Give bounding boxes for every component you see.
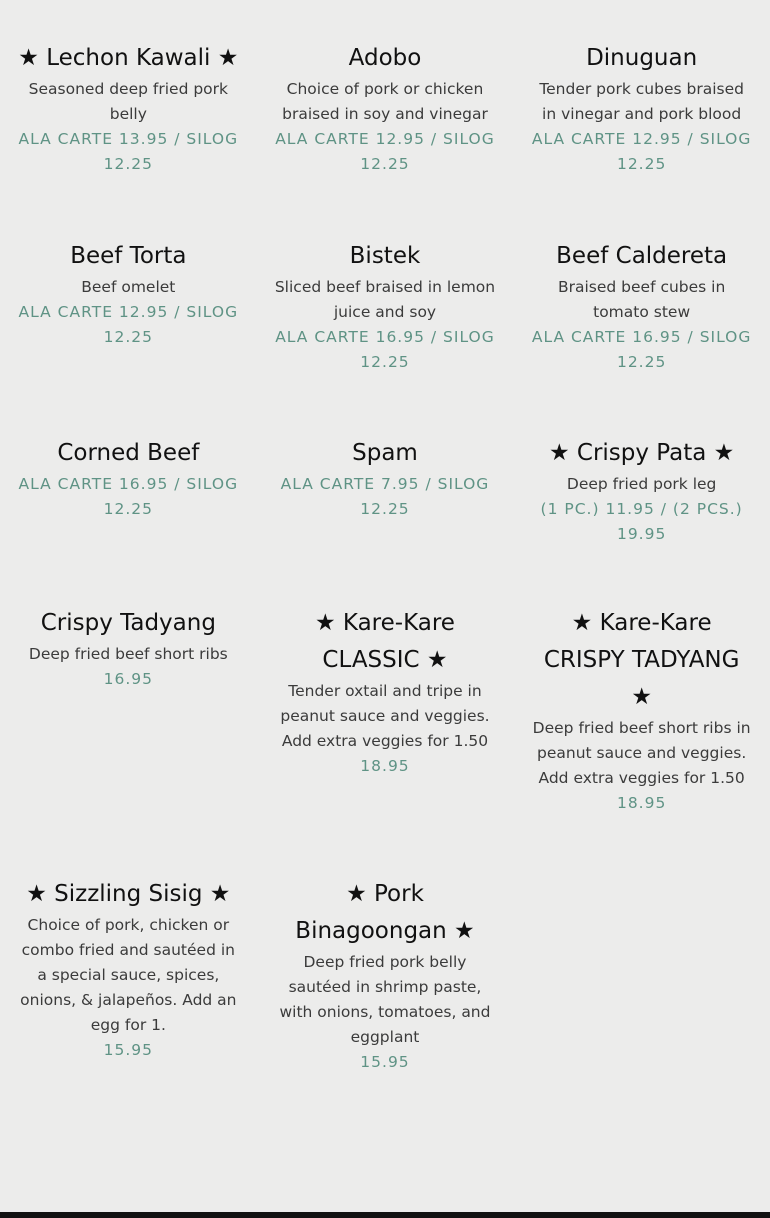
menu-item-name: Crispy Tadyang	[40, 610, 216, 636]
menu-item-price: ALA CARTE 12.95 / SILOG 12.25	[275, 130, 495, 173]
menu-item-name: Beef Caldereta	[556, 243, 728, 269]
menu-item-dinuguan	[513, 40, 770, 177]
menu-item-name: Spam	[352, 440, 418, 466]
menu-row	[0, 238, 770, 375]
menu-item-price: (1 PC.) 11.95 / (2 PCS.) 19.95	[540, 500, 743, 543]
menu-item-kare-kare-crispy-tadyang	[513, 605, 770, 816]
menu-item-corned-beef	[0, 435, 257, 547]
menu-item-price: 16.95	[103, 670, 154, 688]
menu-item-description: Deep fried beef short ribs	[28, 645, 228, 663]
menu-item-description: Tender oxtail and tripe in peanut sauce and veggies. Add extra veggies for 1.50	[280, 682, 490, 750]
menu-item-name: Adobo	[348, 45, 422, 71]
menu-item-price: ALA CARTE 16.95 / SILOG 12.25	[275, 328, 495, 371]
menu-item-description: Seasoned deep fried pork belly	[28, 80, 228, 123]
menu-row	[0, 876, 770, 1075]
bottom-divider	[0, 1212, 770, 1218]
menu-item-description: Beef omelet	[81, 278, 176, 296]
menu-item-empty	[513, 876, 770, 1075]
menu-item-name: Bistek	[349, 243, 421, 269]
menu-item-name: ★ Sizzling Sisig ★	[26, 881, 231, 907]
menu-item-price: 15.95	[360, 1053, 410, 1071]
menu-item-spam	[257, 435, 514, 547]
menu-item-price: ALA CARTE 13.95 / SILOG 12.25	[18, 130, 239, 173]
menu-item-beef-caldereta	[513, 238, 770, 375]
menu-item-description: Choice of pork, chicken or combo fried and sautéed in a special sauce, spices, onions, & jalapeños. Add an egg for 1.	[20, 916, 237, 1034]
menu-row	[0, 435, 770, 547]
menu-item-bistek	[257, 238, 514, 375]
menu-item-description: Deep fried pork belly sautéed in shrimp paste, with onions, tomatoes, and eggplant	[279, 953, 491, 1046]
menu-item-description: Sliced beef braised in lemon juice and soy	[274, 278, 496, 321]
menu-item-description: Deep fried beef short ribs in peanut sauce and veggies. Add extra veggies for 1.50	[532, 719, 751, 787]
menu-item-price: ALA CARTE 12.95 / SILOG 12.25	[18, 303, 239, 346]
menu-item-name: ★ Lechon Kawali ★	[18, 45, 239, 71]
menu-item-adobo	[257, 40, 514, 177]
menu-item-crispy-tadyang	[0, 605, 257, 816]
menu-item-description: Deep fried pork leg	[566, 475, 717, 493]
menu-item-name: ★ Pork Binagoongan ★	[295, 881, 475, 944]
menu-item-description: Tender pork cubes braised in vinegar and pork blood	[539, 80, 744, 123]
menu-item-name: ★ Kare-Kare CRISPY TADYANG ★	[543, 610, 740, 710]
menu-item-description: Choice of pork or chicken braised in soy and vinegar	[282, 80, 488, 123]
menu-item-lechon-kawali	[0, 40, 257, 177]
menu-item-name: Beef Torta	[70, 243, 187, 269]
menu-item-beef-torta	[0, 238, 257, 375]
menu-row	[0, 40, 770, 177]
menu-item-price: ALA CARTE 12.95 / SILOG 12.25	[531, 130, 752, 173]
menu-item-price: ALA CARTE 16.95 / SILOG 12.25	[531, 328, 752, 371]
menu-item-sizzling-sisig	[0, 876, 257, 1075]
menu-item-name: Corned Beef	[57, 440, 200, 466]
menu-item-name: ★ Kare-Kare CLASSIC ★	[314, 610, 455, 673]
menu-item-price: 15.95	[103, 1041, 154, 1059]
menu-item-price: ALA CARTE 7.95 / SILOG 12.25	[280, 475, 490, 518]
menu-item-name: Dinuguan	[586, 45, 698, 71]
menu-item-pork-binagoongan	[257, 876, 514, 1075]
menu-item-price: 18.95	[616, 794, 667, 812]
menu-row	[0, 605, 770, 816]
menu-item-price: ALA CARTE 16.95 / SILOG 12.25	[18, 475, 239, 518]
menu-item-kare-kare-classic	[257, 605, 514, 816]
menu-item-crispy-pata	[513, 435, 770, 547]
menu-item-price: 18.95	[360, 757, 410, 775]
menu-item-description: Braised beef cubes in tomato stew	[557, 278, 726, 321]
menu-item-name: ★ Crispy Pata ★	[548, 440, 735, 466]
